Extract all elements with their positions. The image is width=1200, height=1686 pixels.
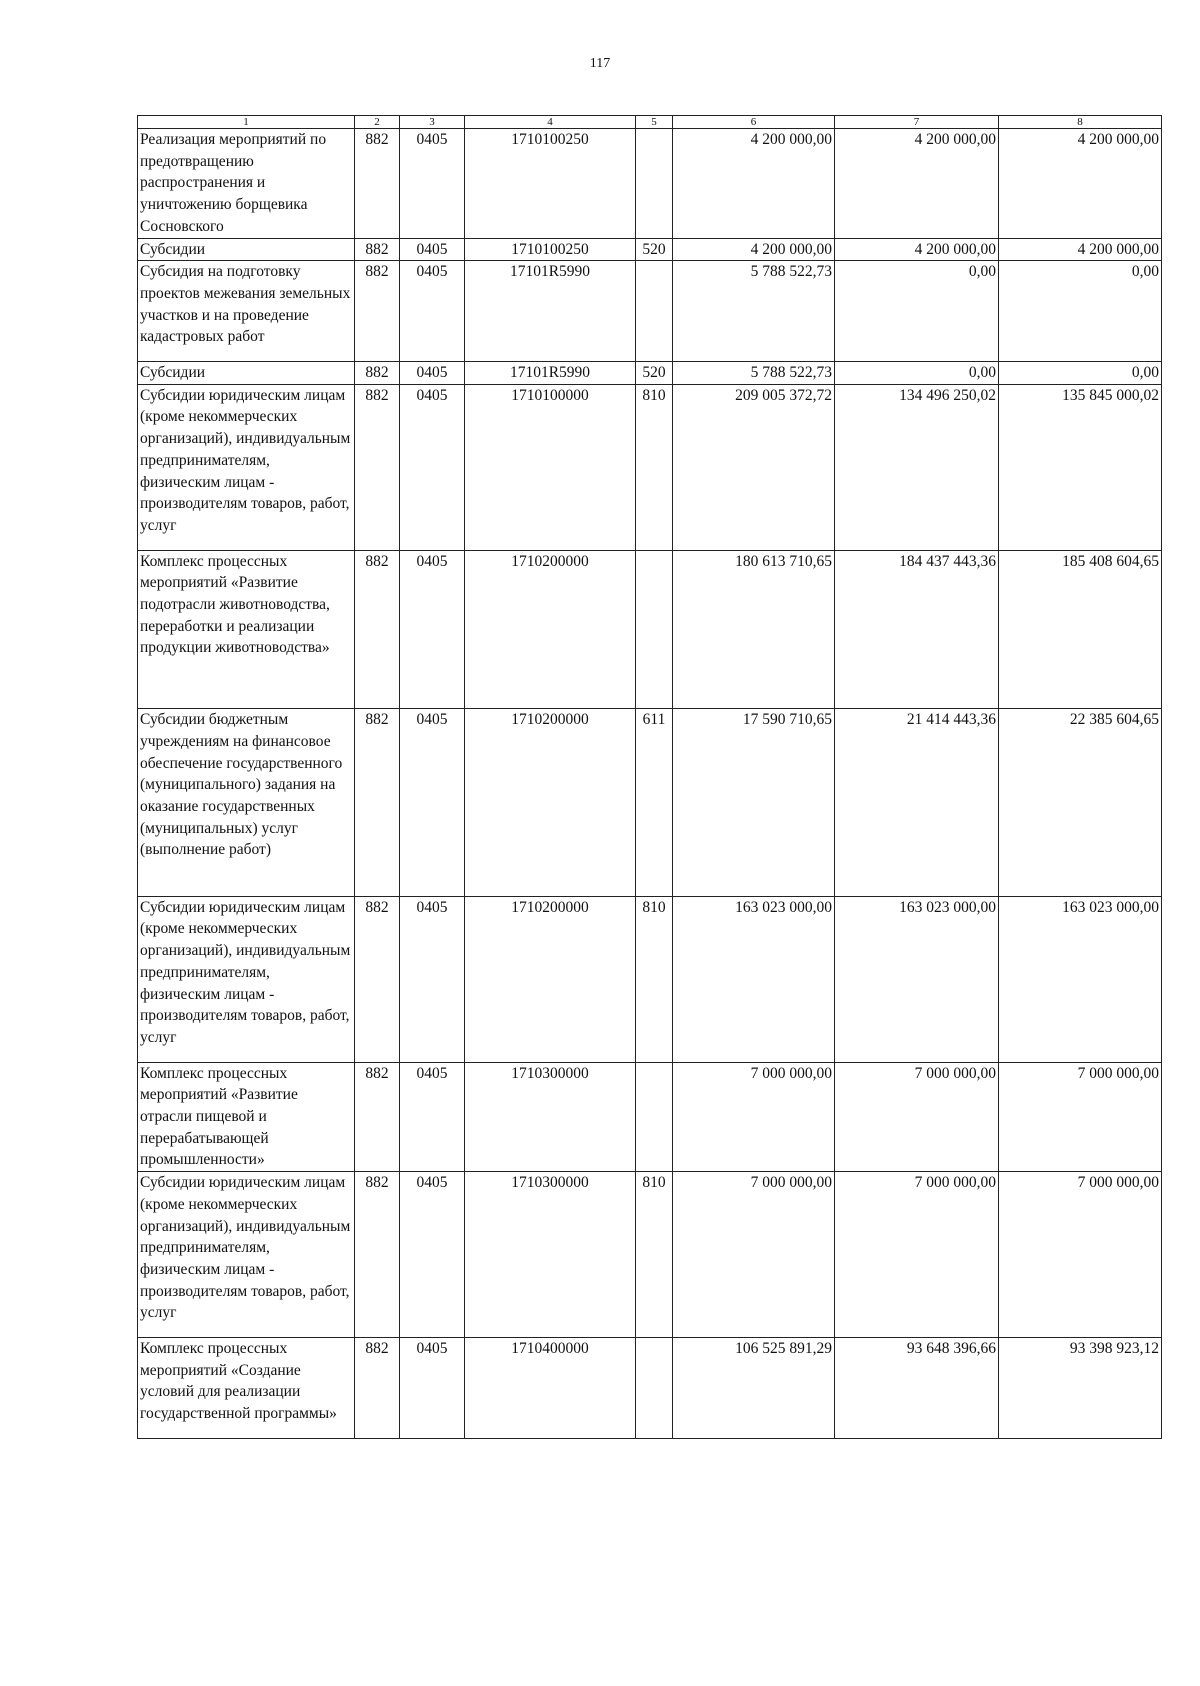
amount-year2-cell: 0,00: [835, 362, 999, 385]
expense-type-cell: 810: [636, 896, 673, 1062]
grbs-code-cell: 882: [355, 1338, 400, 1439]
amount-year3-cell: 93 398 923,12: [999, 1338, 1162, 1439]
amount-year1-cell: 163 023 000,00: [673, 896, 835, 1062]
expense-type-cell: 810: [636, 384, 673, 550]
target-article-cell: 1710100250: [465, 238, 636, 261]
grbs-code-cell: 882: [355, 1172, 400, 1338]
row-name-cell: Комплекс процессных мероприятий «Развитие отрасли пищевой и перерабатывающей промышленности»: [138, 1062, 355, 1172]
amount-year2-cell: 93 648 396,66: [835, 1338, 999, 1439]
amount-year2-cell: 0,00: [835, 261, 999, 362]
amount-year3-cell: 135 845 000,02: [999, 384, 1162, 550]
amount-year2-cell: 7 000 000,00: [835, 1062, 999, 1172]
target-article-cell: 1710100250: [465, 129, 636, 239]
amount-year3-cell: 4 200 000,00: [999, 238, 1162, 261]
target-article-cell: 1710300000: [465, 1062, 636, 1172]
row-name-cell: Субсидии бюджетным учреждениям на финансовое обеспечение государственного (муниципального) задания на оказание государственных (муниципальных) услуг (выполнение работ): [138, 709, 355, 897]
amount-year1-cell: 7 000 000,00: [673, 1062, 835, 1172]
row-name-cell: Субсидии: [138, 362, 355, 385]
amount-year2-cell: 184 437 443,36: [835, 550, 999, 709]
row-name-cell: Комплекс процессных мероприятий «Создание условий для реализации государственной программы»: [138, 1338, 355, 1439]
grbs-code-cell: 882: [355, 550, 400, 709]
column-number: 2: [355, 116, 400, 129]
row-name-cell: Субсидии юридическим лицам (кроме некоммерческих организаций), индивидуальным предпринимателям, физическим лицам - производителям товаров, работ, услуг: [138, 896, 355, 1062]
page-number: 117: [589, 56, 611, 71]
grbs-code-cell: 882: [355, 1062, 400, 1172]
target-article-cell: 1710200000: [465, 709, 636, 897]
amount-year1-cell: 5 788 522,73: [673, 362, 835, 385]
target-article-cell: 1710200000: [465, 550, 636, 709]
table-row: [138, 1172, 1162, 1338]
grbs-code-cell: 882: [355, 384, 400, 550]
amount-year3-cell: 0,00: [999, 362, 1162, 385]
section-code-cell: 0405: [400, 1338, 465, 1439]
amount-year1-cell: 17 590 710,65: [673, 709, 835, 897]
table-row: [138, 1062, 1162, 1172]
grbs-code-cell: 882: [355, 261, 400, 362]
row-name-cell: Субсидия на подготовку проектов межевания земельных участков и на проведение кадастровых работ: [138, 261, 355, 362]
expense-type-cell: [636, 129, 673, 239]
amount-year3-cell: 185 408 604,65: [999, 550, 1162, 709]
table-row: [138, 550, 1162, 709]
column-number: 7: [835, 116, 999, 129]
grbs-code-cell: 882: [355, 362, 400, 385]
target-article-cell: 1710200000: [465, 896, 636, 1062]
section-code-cell: 0405: [400, 550, 465, 709]
table-row: [138, 129, 1162, 239]
row-name-cell: Субсидии: [138, 238, 355, 261]
table-row: [138, 709, 1162, 897]
amount-year1-cell: 4 200 000,00: [673, 238, 835, 261]
amount-year1-cell: 4 200 000,00: [673, 129, 835, 239]
section-code-cell: 0405: [400, 896, 465, 1062]
amount-year3-cell: 163 023 000,00: [999, 896, 1162, 1062]
amount-year1-cell: 209 005 372,72: [673, 384, 835, 550]
column-number: 1: [138, 116, 355, 129]
table-row: [138, 896, 1162, 1062]
table-row: [138, 1338, 1162, 1439]
column-number: 4: [465, 116, 636, 129]
target-article-cell: 1710300000: [465, 1172, 636, 1338]
row-name-cell: Субсидии юридическим лицам (кроме некоммерческих организаций), индивидуальным предпринимателям, физическим лицам - производителям товаров, работ, услуг: [138, 384, 355, 550]
amount-year3-cell: 22 385 604,65: [999, 709, 1162, 897]
expense-type-cell: 520: [636, 362, 673, 385]
amount-year2-cell: 7 000 000,00: [835, 1172, 999, 1338]
table-row: [138, 362, 1162, 385]
expense-type-cell: 810: [636, 1172, 673, 1338]
expense-type-cell: [636, 1338, 673, 1439]
amount-year2-cell: 163 023 000,00: [835, 896, 999, 1062]
expense-type-cell: 611: [636, 709, 673, 897]
amount-year1-cell: 7 000 000,00: [673, 1172, 835, 1338]
table-row: [138, 238, 1162, 261]
column-number-row: [138, 116, 1162, 129]
budget-table: [137, 115, 1162, 1439]
amount-year3-cell: 4 200 000,00: [999, 129, 1162, 239]
target-article-cell: 1710400000: [465, 1338, 636, 1439]
section-code-cell: 0405: [400, 709, 465, 897]
row-name-cell: Реализация мероприятий по предотвращению распространения и уничтожению борщевика Сосновского: [138, 129, 355, 239]
expense-type-cell: [636, 550, 673, 709]
section-code-cell: 0405: [400, 129, 465, 239]
amount-year1-cell: 5 788 522,73: [673, 261, 835, 362]
expense-type-cell: [636, 1062, 673, 1172]
expense-type-cell: [636, 261, 673, 362]
section-code-cell: 0405: [400, 362, 465, 385]
row-name-cell: Субсидии юридическим лицам (кроме некоммерческих организаций), индивидуальным предпринимателям, физическим лицам - производителям товаров, работ, услуг: [138, 1172, 355, 1338]
column-number: 6: [673, 116, 835, 129]
section-code-cell: 0405: [400, 1172, 465, 1338]
column-number: 8: [999, 116, 1162, 129]
target-article-cell: 1710100000: [465, 384, 636, 550]
column-number: 5: [636, 116, 673, 129]
grbs-code-cell: 882: [355, 129, 400, 239]
amount-year3-cell: 7 000 000,00: [999, 1062, 1162, 1172]
amount-year2-cell: 134 496 250,02: [835, 384, 999, 550]
expense-type-cell: 520: [636, 238, 673, 261]
amount-year3-cell: 0,00: [999, 261, 1162, 362]
amount-year1-cell: 106 525 891,29: [673, 1338, 835, 1439]
table-row: [138, 384, 1162, 550]
amount-year2-cell: 21 414 443,36: [835, 709, 999, 897]
grbs-code-cell: 882: [355, 238, 400, 261]
amount-year2-cell: 4 200 000,00: [835, 129, 999, 239]
column-number: 3: [400, 116, 465, 129]
section-code-cell: 0405: [400, 261, 465, 362]
section-code-cell: 0405: [400, 384, 465, 550]
table-row: [138, 261, 1162, 362]
grbs-code-cell: 882: [355, 896, 400, 1062]
grbs-code-cell: 882: [355, 709, 400, 897]
section-code-cell: 0405: [400, 238, 465, 261]
target-article-cell: 17101R5990: [465, 261, 636, 362]
amount-year1-cell: 180 613 710,65: [673, 550, 835, 709]
row-name-cell: Комплекс процессных мероприятий «Развитие подотрасли животноводства, переработки и реализации продукции животноводства»: [138, 550, 355, 709]
amount-year2-cell: 4 200 000,00: [835, 238, 999, 261]
target-article-cell: 17101R5990: [465, 362, 636, 385]
amount-year3-cell: 7 000 000,00: [999, 1172, 1162, 1338]
section-code-cell: 0405: [400, 1062, 465, 1172]
